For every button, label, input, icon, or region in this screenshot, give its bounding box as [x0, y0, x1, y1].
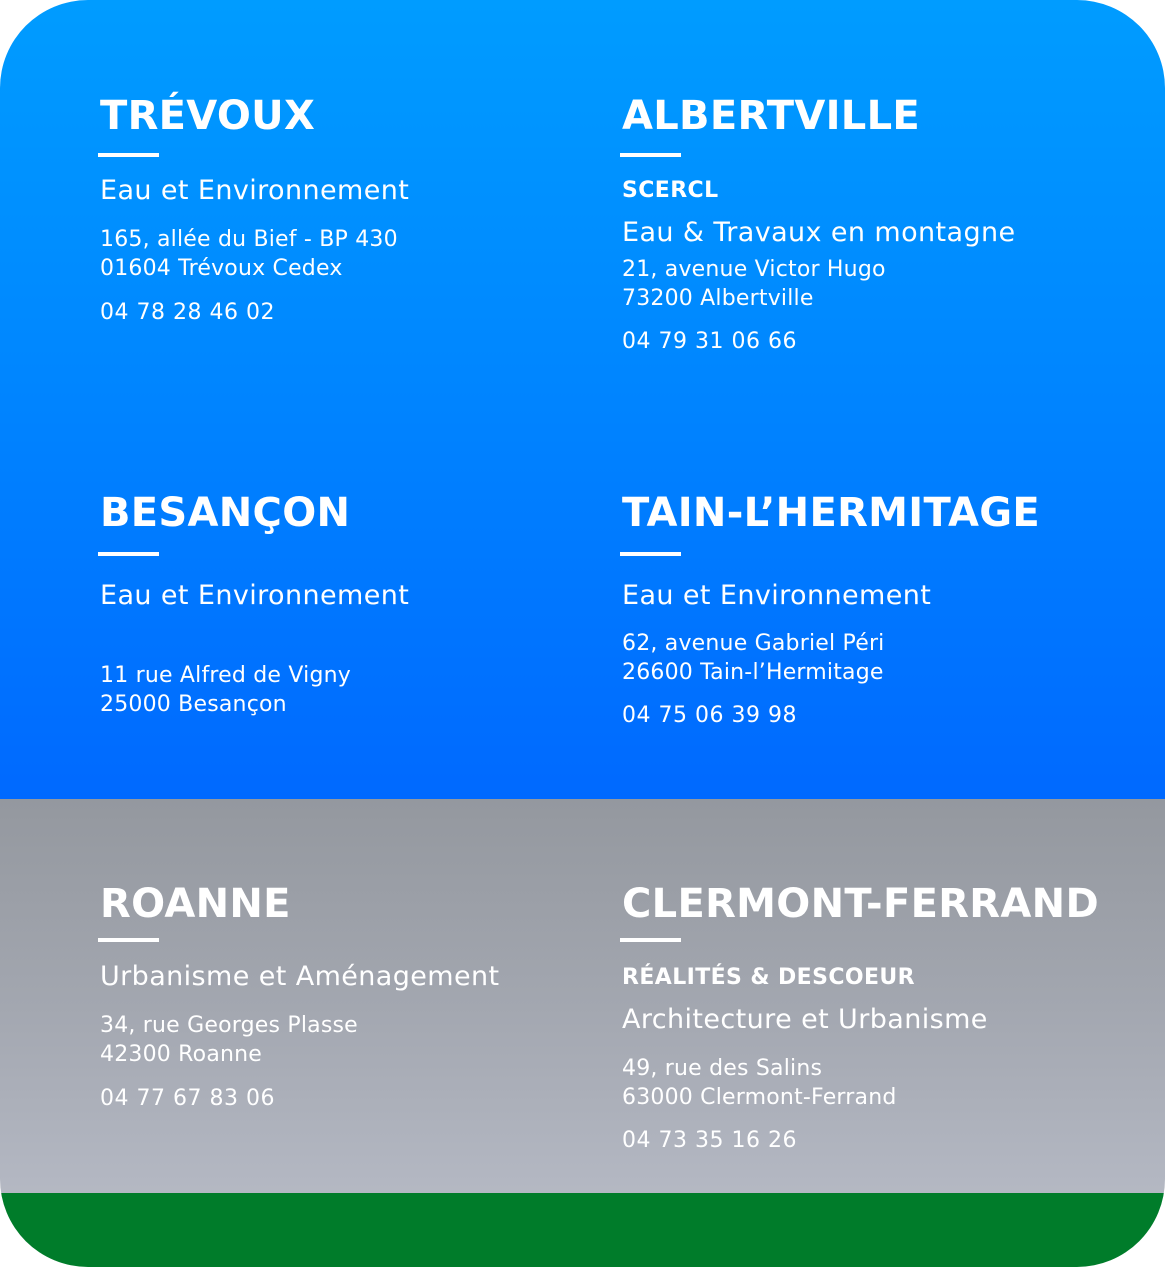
office-address [100, 225, 398, 283]
title-underline [620, 153, 681, 157]
office-city: TAIN-L’HERMITAGE [622, 490, 1040, 536]
title-underline [98, 938, 159, 942]
address-line-1: 21, avenue Victor Hugo [622, 257, 886, 282]
office-service: Urbanisme et Aménagement [100, 961, 500, 992]
office-service: Eau et Environnement [622, 580, 932, 611]
office-address [100, 1011, 358, 1069]
gray-panel [0, 799, 1165, 1193]
address-line-1: 49, rue des Salins [622, 1056, 823, 1081]
address-line-2: 63000 Clermont-Ferrand [622, 1085, 897, 1110]
office-city: CLERMONT-FERRAND [622, 881, 1099, 927]
office-address [100, 661, 351, 719]
office-address [622, 255, 886, 313]
office-address [622, 1054, 897, 1112]
office-phone: 04 78 28 46 02 [100, 300, 275, 325]
office-phone: 04 73 35 16 26 [622, 1128, 797, 1153]
office-service: Eau et Environnement [100, 580, 410, 611]
green-footer-band [0, 1193, 1165, 1267]
office-city: TRÉVOUX [100, 93, 316, 139]
address-line-2: 25000 Besançon [100, 692, 287, 717]
office-company: RÉALITÉS & DESCOEUR [622, 965, 915, 990]
address-line-1: 62, avenue Gabriel Péri [622, 631, 885, 656]
office-phone: 04 79 31 06 66 [622, 329, 797, 354]
title-underline [98, 552, 159, 556]
office-city: BESANÇON [100, 490, 351, 536]
office-phone: 04 77 67 83 06 [100, 1086, 275, 1111]
office-company: SCERCL [622, 178, 719, 203]
title-underline [98, 153, 159, 157]
office-service: Eau et Environnement [100, 175, 410, 206]
title-underline [620, 552, 681, 556]
address-line-2: 01604 Trévoux Cedex [100, 256, 343, 281]
office-service: Eau & Travaux en montagne [622, 217, 1016, 248]
title-underline [620, 938, 681, 942]
office-address [622, 629, 885, 687]
office-phone: 04 75 06 39 98 [622, 703, 797, 728]
office-service: Architecture et Urbanisme [622, 1004, 988, 1035]
address-line-2: 42300 Roanne [100, 1042, 263, 1067]
office-city: ALBERTVILLE [622, 93, 920, 139]
address-line-1: 165, allée du Bief - BP 430 [100, 227, 398, 252]
address-line-2: 26600 Tain-l’Hermitage [622, 660, 884, 685]
address-line-1: 34, rue Georges Plasse [100, 1013, 358, 1038]
address-line-2: 73200 Albertville [622, 286, 814, 311]
office-city: ROANNE [100, 881, 291, 927]
address-line-1: 11 rue Alfred de Vigny [100, 663, 351, 688]
